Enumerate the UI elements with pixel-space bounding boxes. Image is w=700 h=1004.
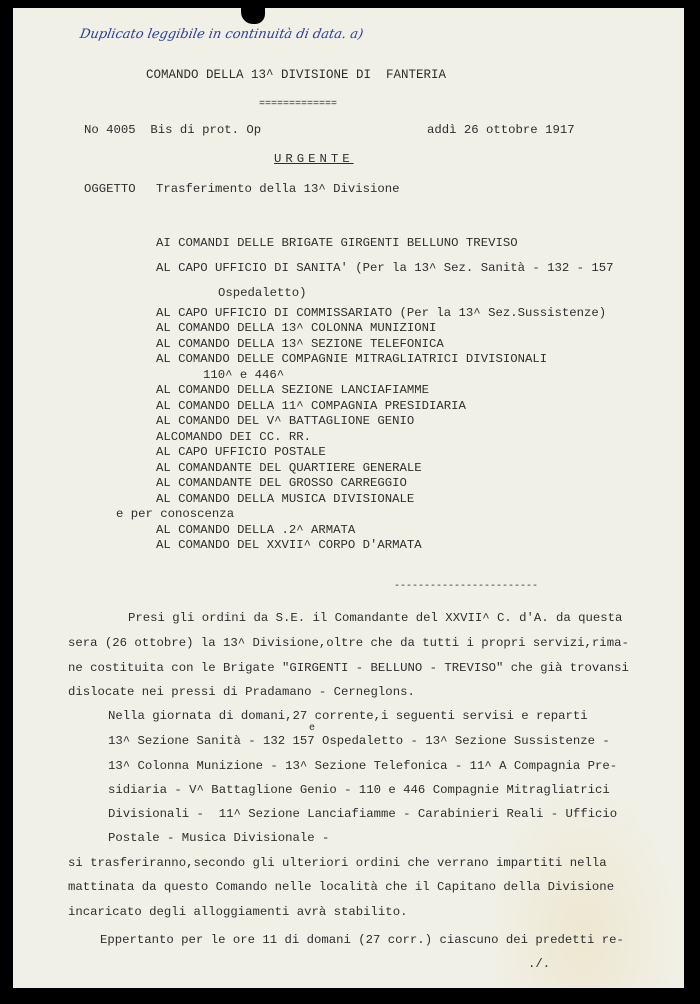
protocol-number: No 4005 Bis di prot. Op bbox=[84, 123, 262, 137]
body-line: si trasferiranno,secondo gli ulteriori ordini che verrano impartiti nella bbox=[68, 856, 607, 870]
continuation-mark: ./. bbox=[528, 957, 551, 971]
recipient-line: AL COMANDO DELLA MUSICA DIVISIONALE bbox=[156, 492, 415, 506]
recipient-line: Ospedaletto) bbox=[218, 286, 307, 300]
body-line: ne costituita con le Brigate "GIRGENTI - BELLUNO - TREVISO" che già trovansi bbox=[68, 661, 629, 675]
recipient-line: AL COMANDO DELLA SEZIONE LANCIAFIAMME bbox=[156, 383, 430, 397]
subject-text: Trasferimento della 13^ Divisione bbox=[156, 182, 400, 196]
urgency-label: URGENTE bbox=[274, 152, 354, 166]
subject-label: OGGETTO bbox=[84, 182, 136, 196]
cc-recipient-line: AL COMANDO DEL XXVII^ CORPO D'ARMATA bbox=[156, 538, 422, 552]
page-notch bbox=[241, 6, 265, 24]
recipient-line: ALCOMANDO DEI CC. RR. bbox=[156, 430, 311, 444]
body-line: 13^ Colonna Munizione - 13^ Sezione Telefonica - 11^ A Compagnia Pre- bbox=[108, 759, 618, 773]
cc-recipient-line: AL COMANDO DELLA .2^ ARMATA bbox=[156, 523, 356, 537]
body-line: dislocate nei pressi di Pradamano - Cerneglons. bbox=[68, 685, 415, 699]
body-line: 13^ Sezione Sanità - 132 157 Ospedaletto - 13^ Sezione Sussistenze - bbox=[108, 734, 610, 748]
document-date: addì 26 ottobre 1917 bbox=[427, 123, 575, 137]
recipient-line: AL COMANDO DELLA 13^ SEZIONE TELEFONICA bbox=[156, 337, 444, 351]
body-line: sera (26 ottobre) la 13^ Divisione,oltre che da tutti i propri servizi,rima- bbox=[68, 636, 629, 650]
body-line: sidiaria - V^ Battaglione Genio - 110 e 446 Compagnie Mitragliatrici bbox=[108, 783, 610, 797]
handwritten-note: Duplicato leggibile in continuità di data. a) bbox=[78, 27, 365, 42]
cc-label: e per conoscenza bbox=[116, 507, 235, 521]
recipient-line: AL COMANDANTE DEL QUARTIERE GENERALE bbox=[156, 461, 422, 475]
recipient-line: 110^ e 446^ bbox=[203, 368, 285, 382]
title-separator: ============= bbox=[259, 99, 338, 110]
recipient-line: AL CAPO UFFICIO DI SANITA' (Per la 13^ Sez. Sanità - 132 - 157 bbox=[156, 261, 614, 275]
recipient-line: AL COMANDO DEL V^ BATTAGLIONE GENIO bbox=[156, 414, 415, 428]
body-line: Divisionali - 11^ Sezione Lanciafiamme - Carabinieri Reali - Ufficio bbox=[108, 807, 618, 821]
body-superscript: e bbox=[309, 723, 316, 734]
body-line: Postale - Musica Divisionale - bbox=[108, 831, 330, 845]
recipient-line: AL CAPO UFFICIO POSTALE bbox=[156, 445, 326, 459]
recipient-line: AL COMANDO DELLA 13^ COLONNA MUNIZIONI bbox=[156, 321, 437, 335]
body-line: incaricato degli alloggiamenti avrà stabilito. bbox=[68, 905, 408, 919]
document-title: COMANDO DELLA 13^ DIVISIONE DI FANTERIA bbox=[146, 68, 447, 82]
recipient-line: AI COMANDI DELLE BRIGATE GIRGENTI BELLUNO TREVISO bbox=[156, 236, 518, 250]
section-divider: ------------------------ bbox=[394, 581, 539, 592]
recipient-line: AL CAPO UFFICIO DI COMMISSARIATO (Per la 13^ Sez.Sussistenze) bbox=[156, 306, 607, 320]
body-line: Nella giornata di domani,27 corrente,i seguenti servisi e reparti bbox=[108, 709, 588, 723]
body-line: Presi gli ordini da S.E. il Comandante del XXVII^ C. d'A. da questa bbox=[128, 611, 623, 625]
recipient-line: AL COMANDANTE DEL GROSSO CARREGGIO bbox=[156, 476, 407, 490]
body-line: Eppertanto per le ore 11 di domani (27 corr.) ciascuno dei predetti re- bbox=[100, 933, 624, 947]
recipient-line: AL COMANDO DELLE COMPAGNIE MITRAGLIATRICI DIVISIONALI bbox=[156, 352, 548, 366]
recipient-line: AL COMANDO DELLA 11^ COMPAGNIA PRESIDIARIA bbox=[156, 399, 466, 413]
body-line: mattinata da questo Comando nelle località che il Capitano della Divisione bbox=[68, 880, 615, 894]
